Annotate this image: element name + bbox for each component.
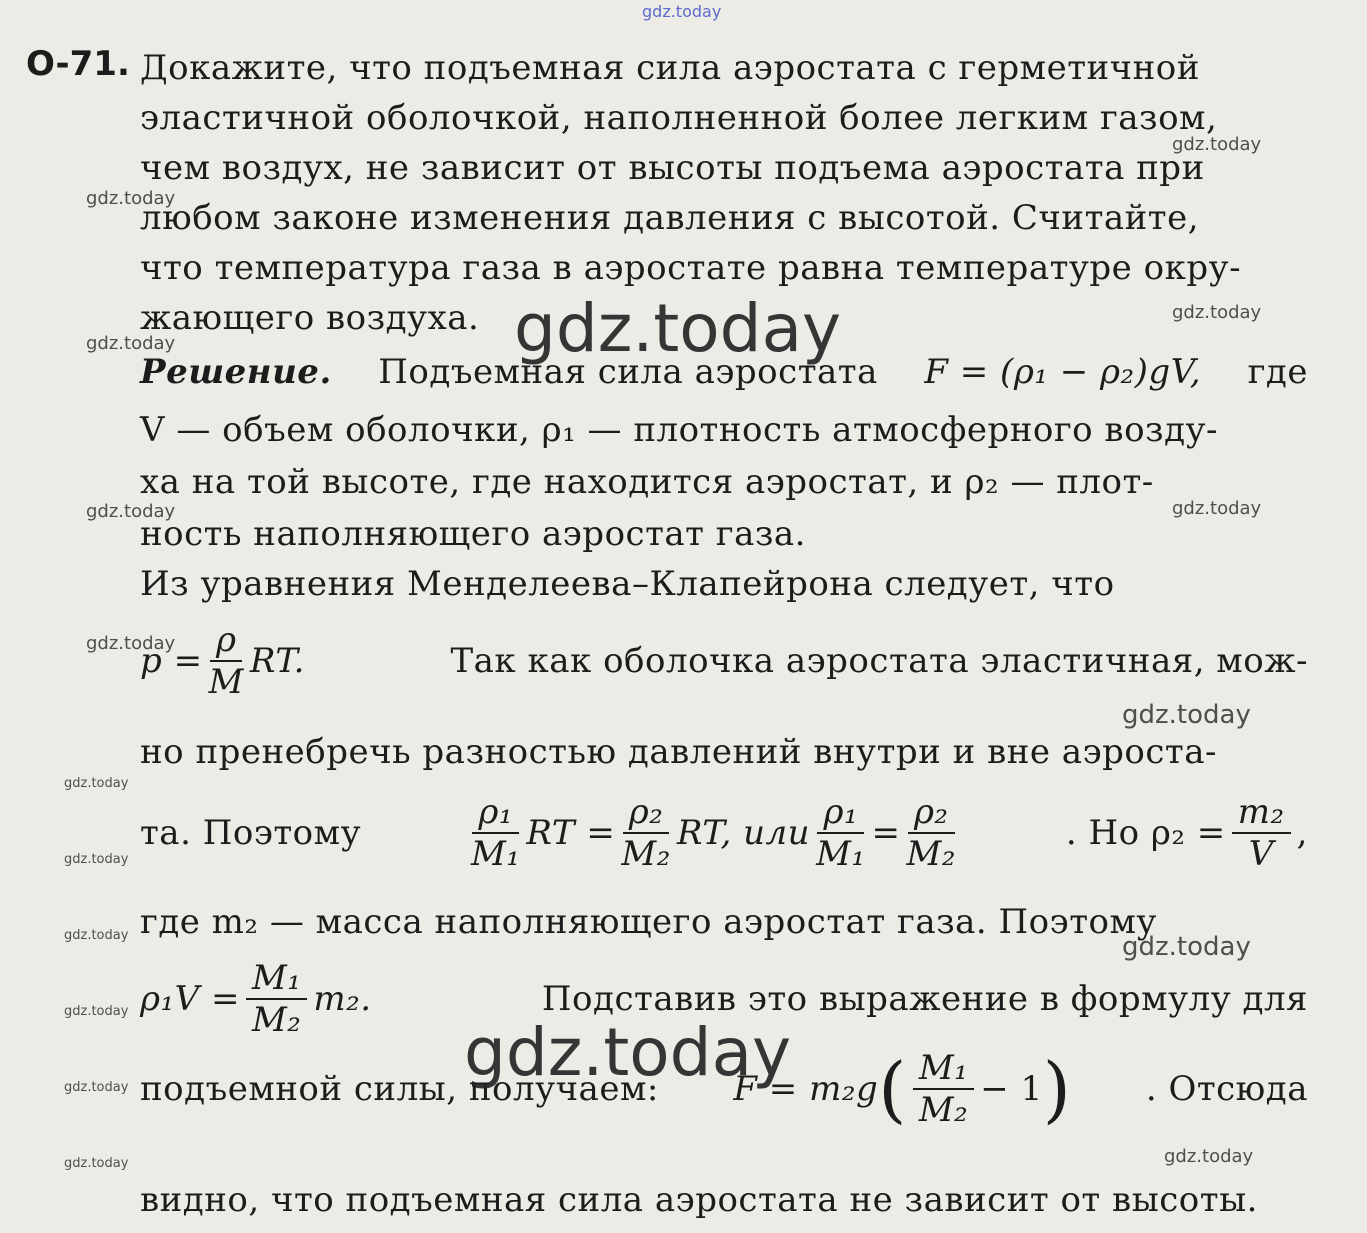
watermark: gdz.today	[86, 333, 176, 354]
watermark: gdz.today	[64, 852, 129, 867]
watermark: gdz.today	[86, 188, 176, 209]
comma: ,	[1296, 813, 1308, 853]
solution-line-1-text: Подъемная сила аэростата	[378, 352, 878, 392]
watermark: gdz.today	[64, 1004, 129, 1019]
watermark: gdz.today	[64, 928, 129, 943]
density-relation	[465, 792, 962, 874]
frac2-denominator: M₂	[621, 834, 671, 874]
problem-number: O-71.	[26, 44, 130, 84]
frac4-numerator: ρ₂	[908, 792, 955, 834]
watermark: gdz.today	[1172, 134, 1262, 155]
solution-line-7: но пренебречь разностью давлений внутри и вне аэроста-	[140, 732, 1217, 772]
solution-line-9: где m₂ — масса наполняющего аэростат газа. Поэтому	[140, 902, 1157, 942]
frac6-denominator: M₂	[251, 1000, 302, 1040]
statement-line-5: что температура газа в аэростате равна температуре окру-	[140, 248, 1242, 288]
frac1-denominator: M₁	[470, 834, 521, 874]
statement-line-4: любом законе изменения давления с высотой. Считайте,	[140, 198, 1200, 238]
watermark-top: gdz.today	[642, 2, 722, 21]
fraction-m1-m2-final	[913, 1048, 974, 1130]
watermark: gdz.today	[86, 501, 176, 522]
rt-equals: RT =	[526, 813, 616, 853]
clapeyron-lhs: p =	[140, 641, 203, 681]
solution-line-8-start: та. Поэтому	[140, 813, 362, 853]
solution-line-3: ха на той высоте, где находится аэростат, и ρ₂ — плот-	[140, 462, 1154, 502]
solution-line-10-text: Подставив это выражение в формулу для	[541, 979, 1308, 1019]
solution-line-5: Из уравнения Менделеева–Клапейрона следует, что	[140, 564, 1115, 604]
frac6-numerator: M₁	[246, 958, 307, 1000]
rho1v-lhs: ρ₁V =	[140, 979, 240, 1019]
frac7-numerator: M₁	[913, 1048, 974, 1090]
statement-line-3: чем воздух, не зависит от высоты подъема аэростата при	[140, 148, 1205, 188]
frac3-denominator: M₁	[816, 834, 866, 874]
solution-line-11-start: подъемной силы, получаем:	[140, 1069, 659, 1109]
watermark: gdz.today	[86, 633, 176, 654]
frac3-numerator: ρ₁	[817, 792, 864, 834]
watermark: gdz.today	[1172, 302, 1262, 323]
watermark: gdz.today	[64, 776, 129, 791]
frac1-numerator: ρ₁	[472, 792, 519, 834]
m2-term: m₂.	[313, 979, 372, 1019]
frac5-denominator: V	[1248, 834, 1274, 874]
fraction-rho1-m1-b	[816, 792, 865, 874]
watermark: gdz.today	[1164, 1146, 1254, 1167]
solution-line-4-text: ность наполняющего аэростат газа.	[140, 514, 806, 554]
clapeyron-rhs: RT.	[249, 641, 305, 681]
minus-one: − 1	[980, 1069, 1043, 1109]
frac7-denominator: M₂	[918, 1090, 969, 1130]
solution-label: Решение.	[140, 352, 332, 392]
solution-line-2: V — объем оболочки, ρ₁ — плотность атмосферного возду-	[140, 410, 1219, 450]
solution-line-4	[140, 514, 1308, 554]
watermark: gdz.today	[1172, 498, 1262, 519]
watermark-large: gdz.today	[514, 290, 842, 367]
rt-or: RT, или	[676, 813, 811, 853]
clapeyron-denominator: M	[208, 662, 244, 702]
final-formula-lhs: F = m₂g	[733, 1069, 879, 1109]
fraction-m1-m2	[246, 958, 307, 1040]
frac4-denominator: M₂	[906, 834, 956, 874]
fraction-rho1-m1	[471, 792, 520, 874]
fraction-m2-v	[1232, 792, 1291, 874]
clapeyron-fraction	[209, 620, 244, 702]
statement-line-2: эластичной оболочкой, наполненной более легким газом,	[140, 98, 1218, 138]
solution-line-11-end: . Отсюда	[1145, 1069, 1308, 1109]
solution-line-12: видно, что подъемная сила аэростата не зависит от высоты.	[140, 1180, 1258, 1220]
left-paren: (	[878, 1047, 907, 1131]
watermark: gdz.today	[1122, 700, 1251, 730]
equals-sign: =	[871, 813, 901, 853]
rho2-definition	[1066, 792, 1308, 874]
right-paren: )	[1042, 1047, 1072, 1131]
frac2-numerator: ρ₂	[623, 792, 670, 834]
watermark: gdz.today	[64, 1156, 129, 1171]
frac5-numerator: m₂	[1232, 792, 1291, 834]
watermark: gdz.today	[1122, 932, 1251, 962]
solution-line-6-text: Так как оболочка аэростата эластичная, мож-	[450, 641, 1308, 681]
solution-line-8	[140, 792, 1308, 874]
clapeyron-numerator: ρ	[210, 620, 243, 662]
statement-line-6-text: жающего воздуха.	[140, 298, 480, 338]
fraction-rho2-m2	[621, 792, 670, 874]
lift-force-formula: F = (ρ₁ − ρ₂)gV,	[924, 352, 1202, 392]
solution-line-1-end: где	[1247, 352, 1308, 392]
statement-line-1: Докажите, что подъемная сила аэростата с герметичной	[140, 48, 1200, 88]
fraction-rho2-m2-b	[907, 792, 956, 874]
watermark: gdz.today	[64, 1080, 129, 1095]
but-rho2: . Но ρ₂ =	[1065, 813, 1226, 853]
rho1v-relation	[140, 958, 372, 1040]
watermark-large: gdz.today	[464, 1014, 792, 1091]
solution-line-6	[140, 620, 1308, 702]
